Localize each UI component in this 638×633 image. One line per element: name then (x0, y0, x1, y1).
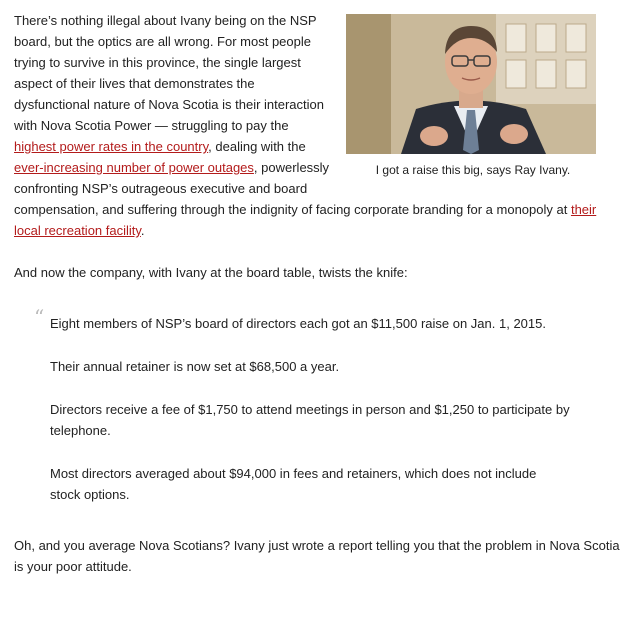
paragraph-2: And now the company, with Ivany at the board table, twists the knife: (14, 265, 408, 280)
link-power-outages[interactable]: ever-increasing number of power outages (14, 160, 254, 175)
paragraph-1-text-c: , powerlessly confronting NSP’s outrageous executive and board compensation, and suffering through the indignity of facing corporate branding for a monopoly at (14, 160, 571, 217)
paragraph-1-text-d: . (140, 223, 145, 238)
paragraph-1-text-b: , dealing with the (208, 139, 306, 154)
link-local-recreation-facility[interactable]: their local recreation facility (14, 202, 597, 238)
paragraph-3: Oh, and you average Nova Scotians? Ivany just wrote a report telling you that the problem in Nova Scotia is your poor attitude. (14, 538, 620, 574)
blockquote (14, 305, 570, 505)
quote-item-3: Directors receive a fee of $1,750 to attend meetings in person and $1,250 to participate by telephone. (50, 402, 570, 438)
link-highest-power-rates[interactable]: highest power rates in the country (14, 139, 209, 154)
quote-item-4: Most directors averaged about $94,000 in fees and retainers, which does not include stock options. (50, 466, 537, 502)
photo-caption: I got a raise this big, says Ray Ivany. (375, 163, 571, 177)
photo-illustration (346, 14, 596, 154)
quote-mark-icon: “ (34, 305, 45, 329)
quote-item-2: Their annual retainer is now set at $68,500 a year. (50, 359, 340, 374)
figure (346, 14, 596, 178)
article-body (14, 10, 626, 598)
ray-ivany-photo (346, 14, 596, 154)
paragraph-1-text-a: There’s nothing illegal about Ivany being on the NSP board, but the optics are all wrong. For most people trying to survive in this province, the single largest aspect of their lives that demonstrates the dysfunctional nature of Nova Scotia is their interaction with Nova Scotia Power — struggling to pay the (14, 13, 325, 133)
quote-item-1: Eight members of NSP’s board of directors each got an $11,500 raise on Jan. 1, 2015. (50, 316, 546, 331)
